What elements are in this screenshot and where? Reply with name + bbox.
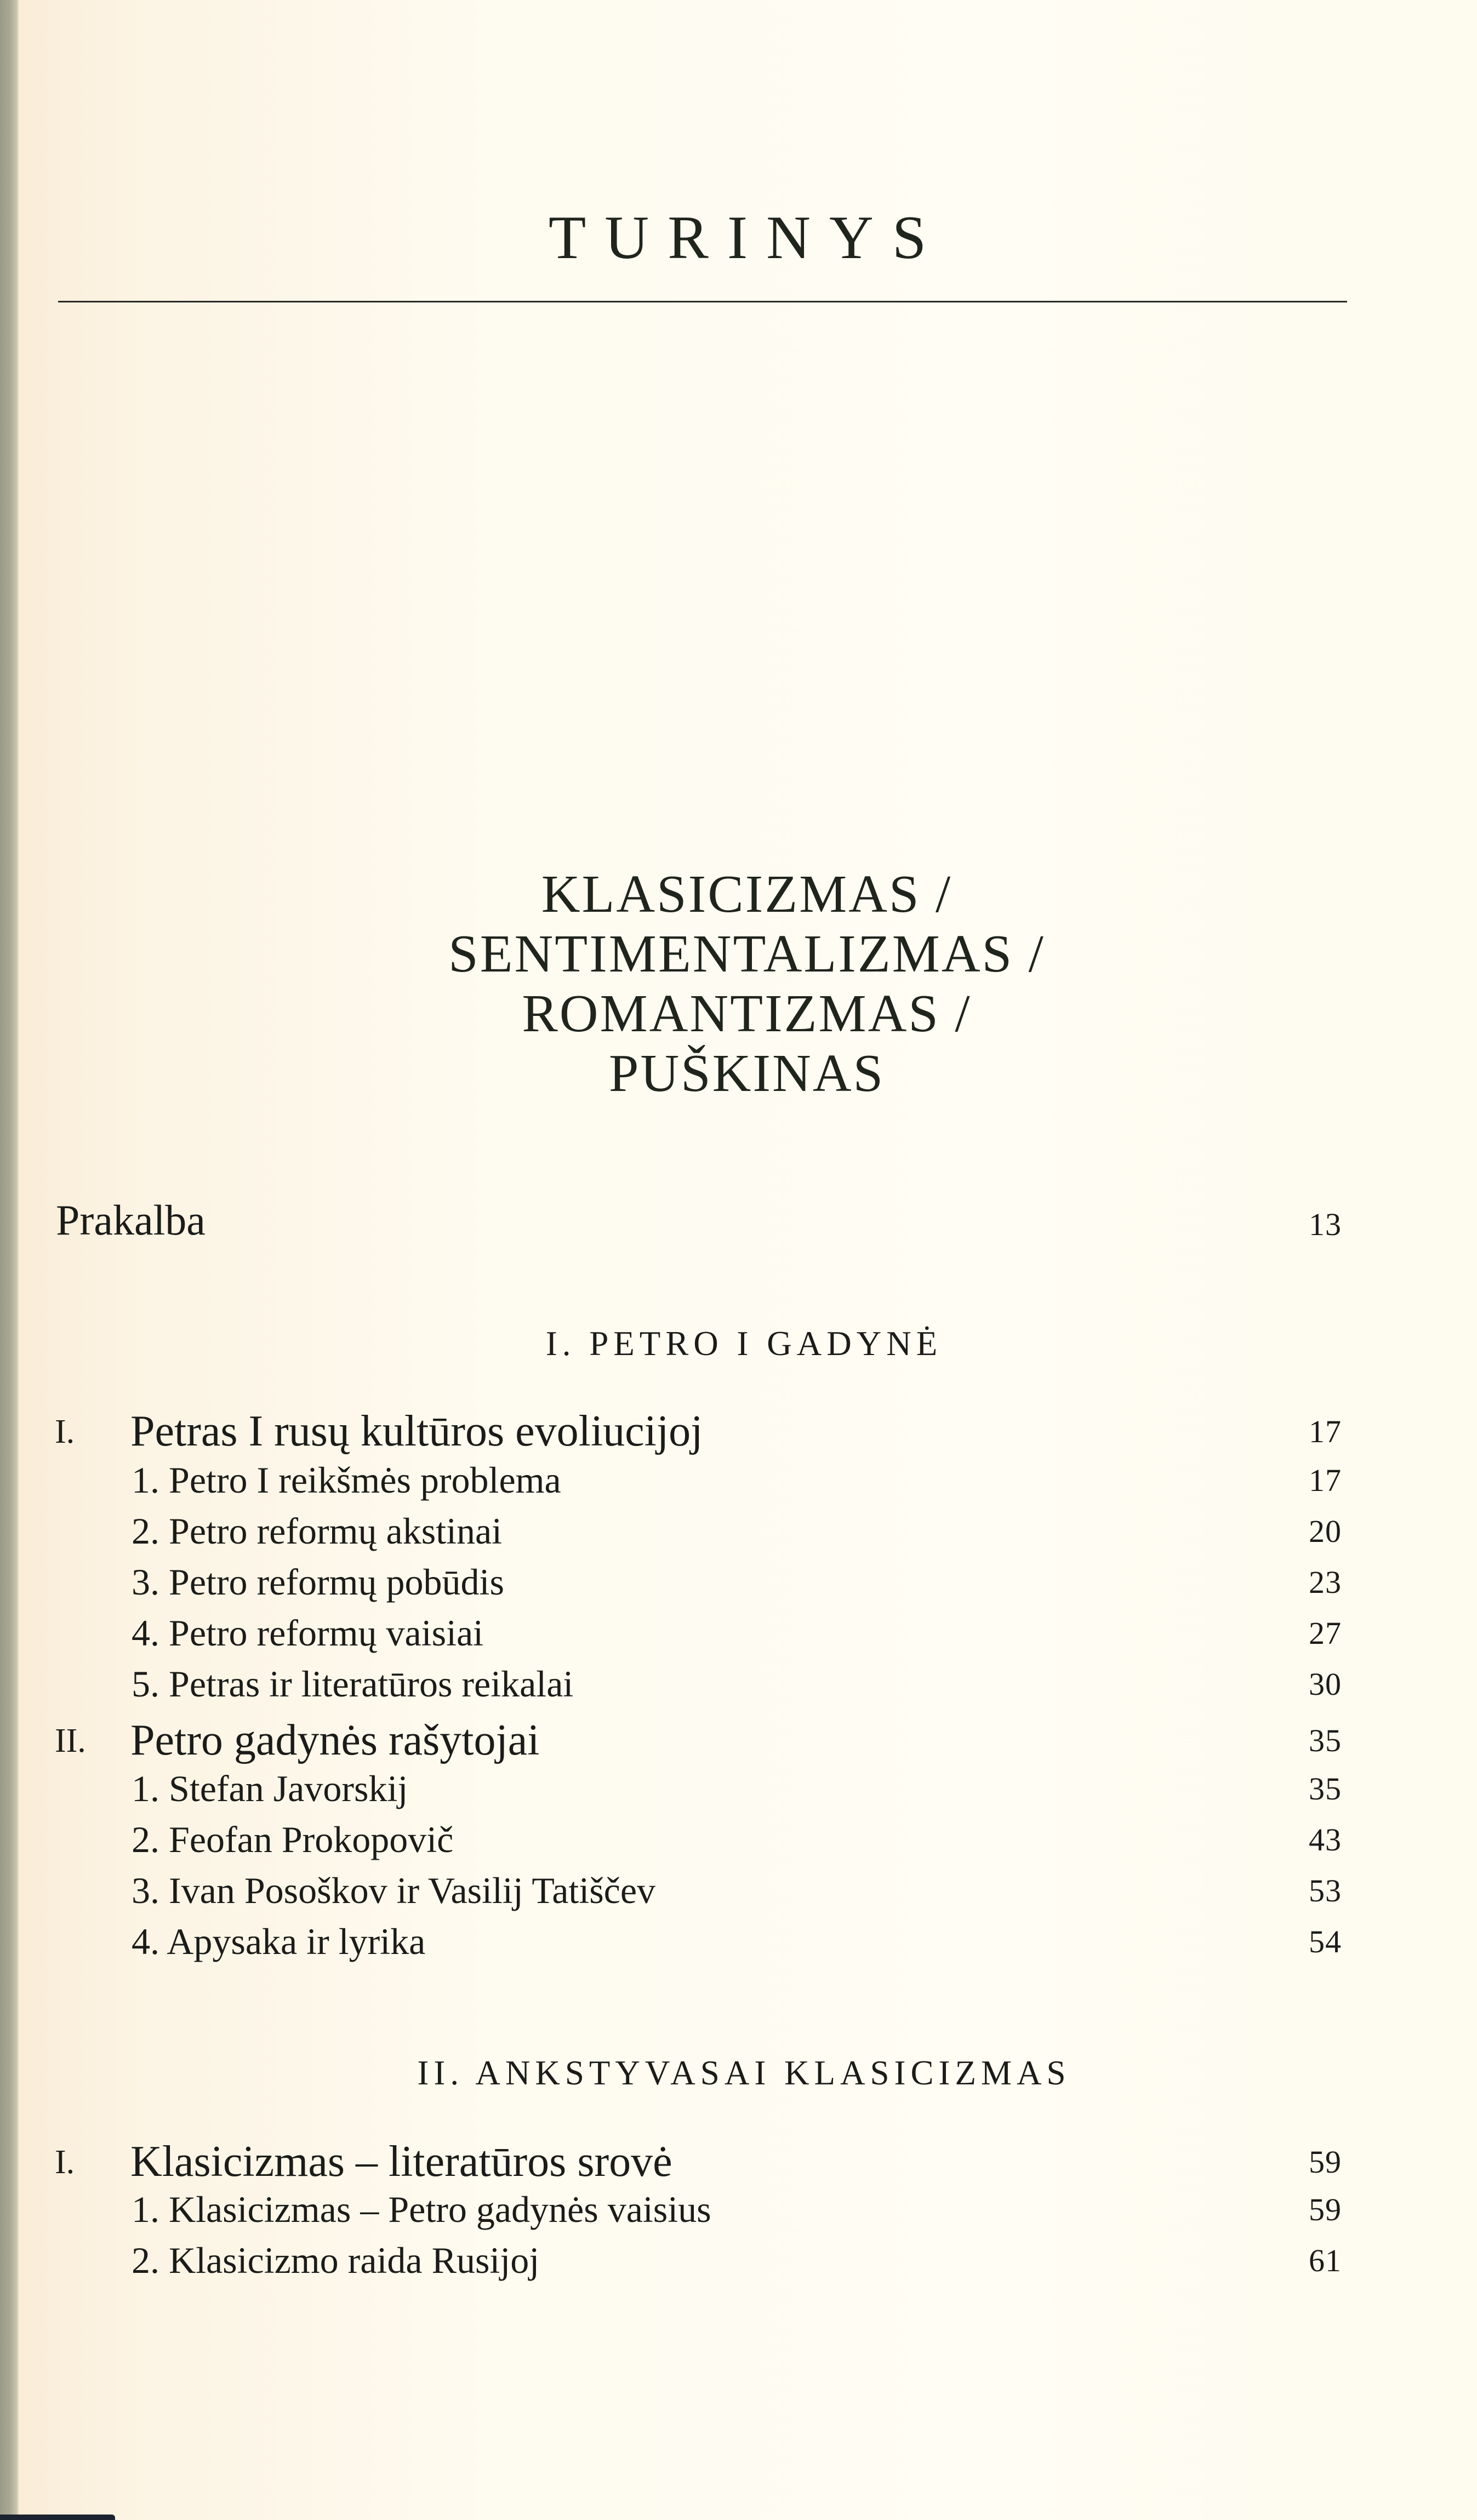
toc-entry-label: 1. Klasicizmas – Petro gadynės vaisius <box>132 2188 711 2230</box>
toc-entry-label: Prakalba <box>56 1196 206 1244</box>
scan-corner-mark <box>0 2515 115 2520</box>
toc-entry-section[interactable] <box>0 1821 1477 1876</box>
toc-entry-chapter[interactable] <box>0 1409 1477 1464</box>
toc-entry-section[interactable] <box>0 2188 1477 2245</box>
toc-entry-label: 3. Ivan Posoškov ir Vasilij Tatiščev <box>132 1870 656 1911</box>
toc-entry-label: 2. Klasicizmo raida Rusijoj <box>132 2239 540 2281</box>
toc-entry-label: 1. Stefan Javorskij <box>132 1768 408 1809</box>
toc-entry-label: 4. Petro reformų vaisiai <box>132 1612 484 1654</box>
toc-entry-label: 3. Petro reformų pobūdis <box>132 1561 504 1603</box>
toc-entry-label: Petro gadynės rašytojai <box>130 1716 540 1764</box>
toc-entry-page: 61 <box>1309 2243 1342 2278</box>
toc-entry-page: 35 <box>1309 1771 1342 1807</box>
toc-entry-label: 1. Petro I reikšmės problema <box>132 1459 561 1501</box>
toc-entry-section[interactable] <box>0 2239 1477 2296</box>
title-divider <box>58 301 1347 302</box>
toc-entry-section[interactable] <box>0 1563 1477 1618</box>
toc-entry-section[interactable] <box>0 1614 1477 1669</box>
toc-entry-chapter[interactable] <box>0 1718 1477 1773</box>
toc-entry-page: 20 <box>1309 1513 1342 1549</box>
toc-entry-label: Klasicizmas – literatūros srovė <box>130 2138 672 2186</box>
toc-entry-page: 27 <box>1309 1615 1342 1651</box>
volume-title-line: ROMANTIZMAS / <box>522 984 972 1043</box>
volume-title-line: PUŠKINAS <box>608 1044 885 1103</box>
toc-entry-page: 17 <box>1309 1414 1342 1449</box>
toc-entry-page: 30 <box>1309 1666 1342 1702</box>
toc-entry-section[interactable] <box>0 1665 1477 1720</box>
toc-entry-front-matter[interactable] <box>0 1196 1477 1254</box>
toc-entry-label: 2. Petro reformų akstinai <box>132 1510 503 1552</box>
volume-title <box>0 865 1477 1104</box>
volume-title-line: SENTIMENTALIZMAS / <box>448 924 1045 984</box>
toc-entry-label: 5. Petras ir literatūros reikalai <box>132 1663 574 1705</box>
volume-title-line: KLASICIZMAS / <box>541 865 953 924</box>
toc-entry-page: 13 <box>1309 1207 1342 1242</box>
toc-entry-section[interactable] <box>0 1512 1477 1567</box>
toc-entry-section[interactable] <box>0 1461 1477 1516</box>
toc-entry-page: 23 <box>1309 1564 1342 1600</box>
chapter-number: I. <box>55 2144 75 2181</box>
toc-entry-page: 54 <box>1309 1924 1342 1959</box>
toc-entry-page: 53 <box>1309 1873 1342 1908</box>
toc-entry-label: 2. Feofan Prokopovič <box>132 1819 454 1860</box>
toc-entry-page: 35 <box>1309 1723 1342 1758</box>
part-heading: II. ANKSTYVASAI KLASICIZMAS <box>417 2054 1071 2092</box>
toc-entry-label: Petras I rusų kultūros evoliucijoj <box>130 1407 703 1455</box>
chapter-number: II. <box>55 1722 86 1759</box>
chapter-number: I. <box>55 1413 75 1450</box>
toc-entry-page: 17 <box>1309 1462 1342 1498</box>
toc-entry-page: 59 <box>1309 2192 1342 2227</box>
toc-entry-page: 43 <box>1309 1822 1342 1858</box>
toc-entry-section[interactable] <box>0 1872 1477 1927</box>
toc-entry-section[interactable] <box>0 1770 1477 1825</box>
toc-entry-label: 4. Apysaka ir lyrika <box>132 1921 426 1962</box>
toc-entry-section[interactable] <box>0 1923 1477 1978</box>
toc-entry-page: 59 <box>1309 2144 1342 2180</box>
toc-entry-chapter[interactable] <box>0 2140 1477 2195</box>
page-title: TURINYS <box>548 204 945 272</box>
part-heading: I. PETRO I GADYNĖ <box>545 1324 943 1363</box>
